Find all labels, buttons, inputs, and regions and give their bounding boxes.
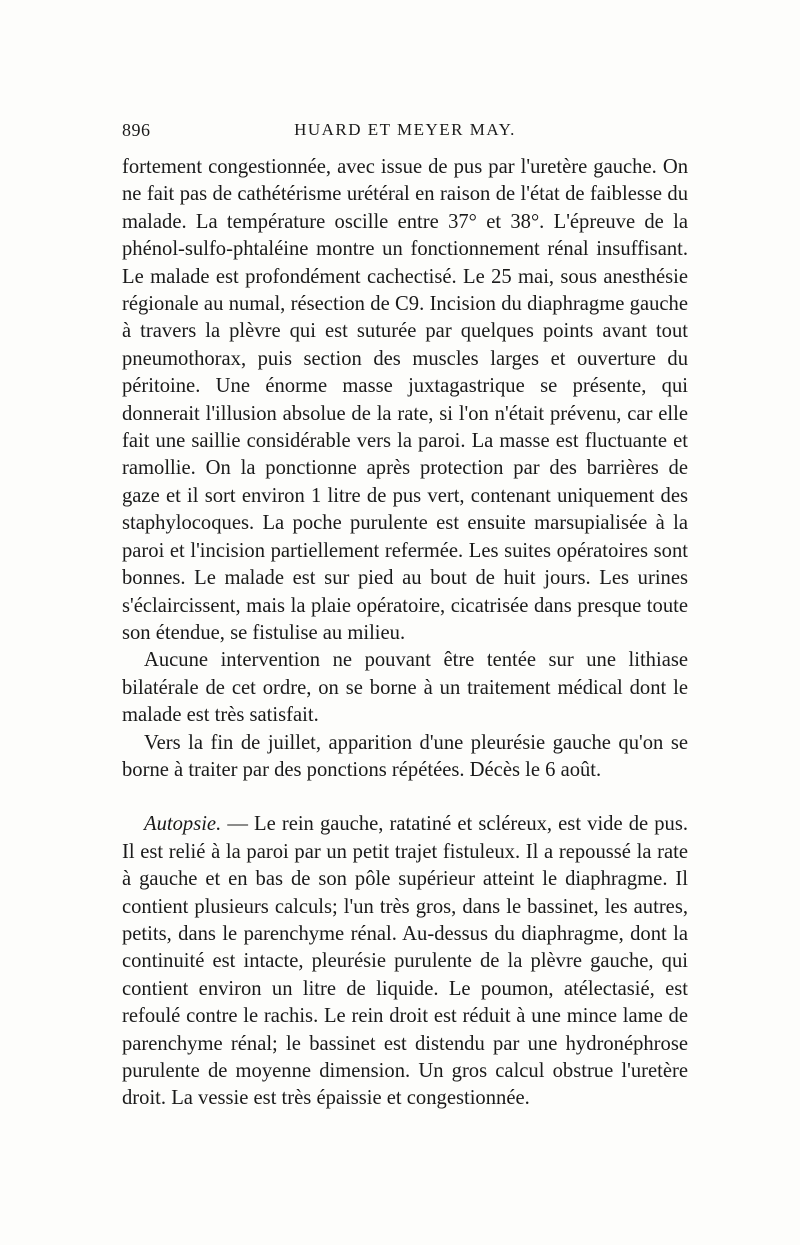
autopsy-label: Autopsie. <box>144 813 222 836</box>
paragraph-autopsy <box>122 811 688 1112</box>
paragraph-case-continuation: fortement congestionnée, avec issue de pus par l'uretère gauche. On ne fait pas de cathétérisme urétéral en raison de l'état de faiblesse du malade. La température oscille entre 37° et 38°. L'épreuve de la phénol-sulfo-phtaléine montre un fonctionnement rénal insuffisant. Le malade est profondément cachectisé. Le 25 mai, sous anesthésie régionale au numal, résection de C9. Incision du diaphragme gauche à travers la plèvre qui est suturée par quelques points avant tout pneumothorax, puis section des muscles larges et ouverture du péritoine. Une énorme masse juxtagastrique se présente, qui donnerait l'illusion absolue de la rate, si l'on n'était prévenu, car elle fait une saillie considérable vers la paroi. La masse est fluctuante et ramollie. On la ponctionne après protection par des barrières de gaze et il sort environ 1 litre de pus vert, contenant uniquement des staphylocoques. La poche purulente est ensuite marsupialisée à la paroi et l'incision partiellement refermée. Les suites opératoires sont bonnes. Le malade est sur pied au bout de huit jours. Les urines s'éclaircissent, mais la plaie opératoire, cicatrisée dans presque toute son étendue, se fistulise au milieu. <box>122 156 688 644</box>
page-number: 896 <box>122 120 151 140</box>
paragraph-outcome: Vers la fin de juillet, apparition d'une pleurésie gauche qu'on se borne à traiter par des ponctions répétées. Décès le 6 août. <box>122 731 688 781</box>
paragraph-treatment: Aucune intervention ne pouvant être tentée sur une lithiase bilatérale de cet ordre, on se borne à un traitement médical dont le malade est très satisfait. <box>122 649 688 727</box>
body-text <box>122 154 688 1113</box>
running-head <box>122 120 688 144</box>
autopsy-text: — Le rein gauche, ratatiné et scléreux, est vide de pus. Il est relié à la paroi par un petit trajet fistuleux. Il a repoussé la rate à gauche et en bas de son pôle supérieur atteint le diaphragme. Il contient plusieurs calculs; l'un très gros, dans le bassinet, les autres, petits, dans le parenchyme rénal. Au-dessus du diaphragme, dont la continuité est intacte, pleurésie purulente de la plèvre gauche, qui contient environ un litre de liquide. Le poumon, atélectasié, est refoulé contre le rachis. Le rein droit est réduit à une mince lame de parenchyme rénal; le bassinet est distendu par une hydronéphrose purulente de moyenne dimension. Un gros calcul obstrue l'uretère droit. La vessie est très épaissie et congestionnée. <box>122 813 688 1110</box>
header-title: HUARD ET MEYER MAY. <box>294 120 516 139</box>
